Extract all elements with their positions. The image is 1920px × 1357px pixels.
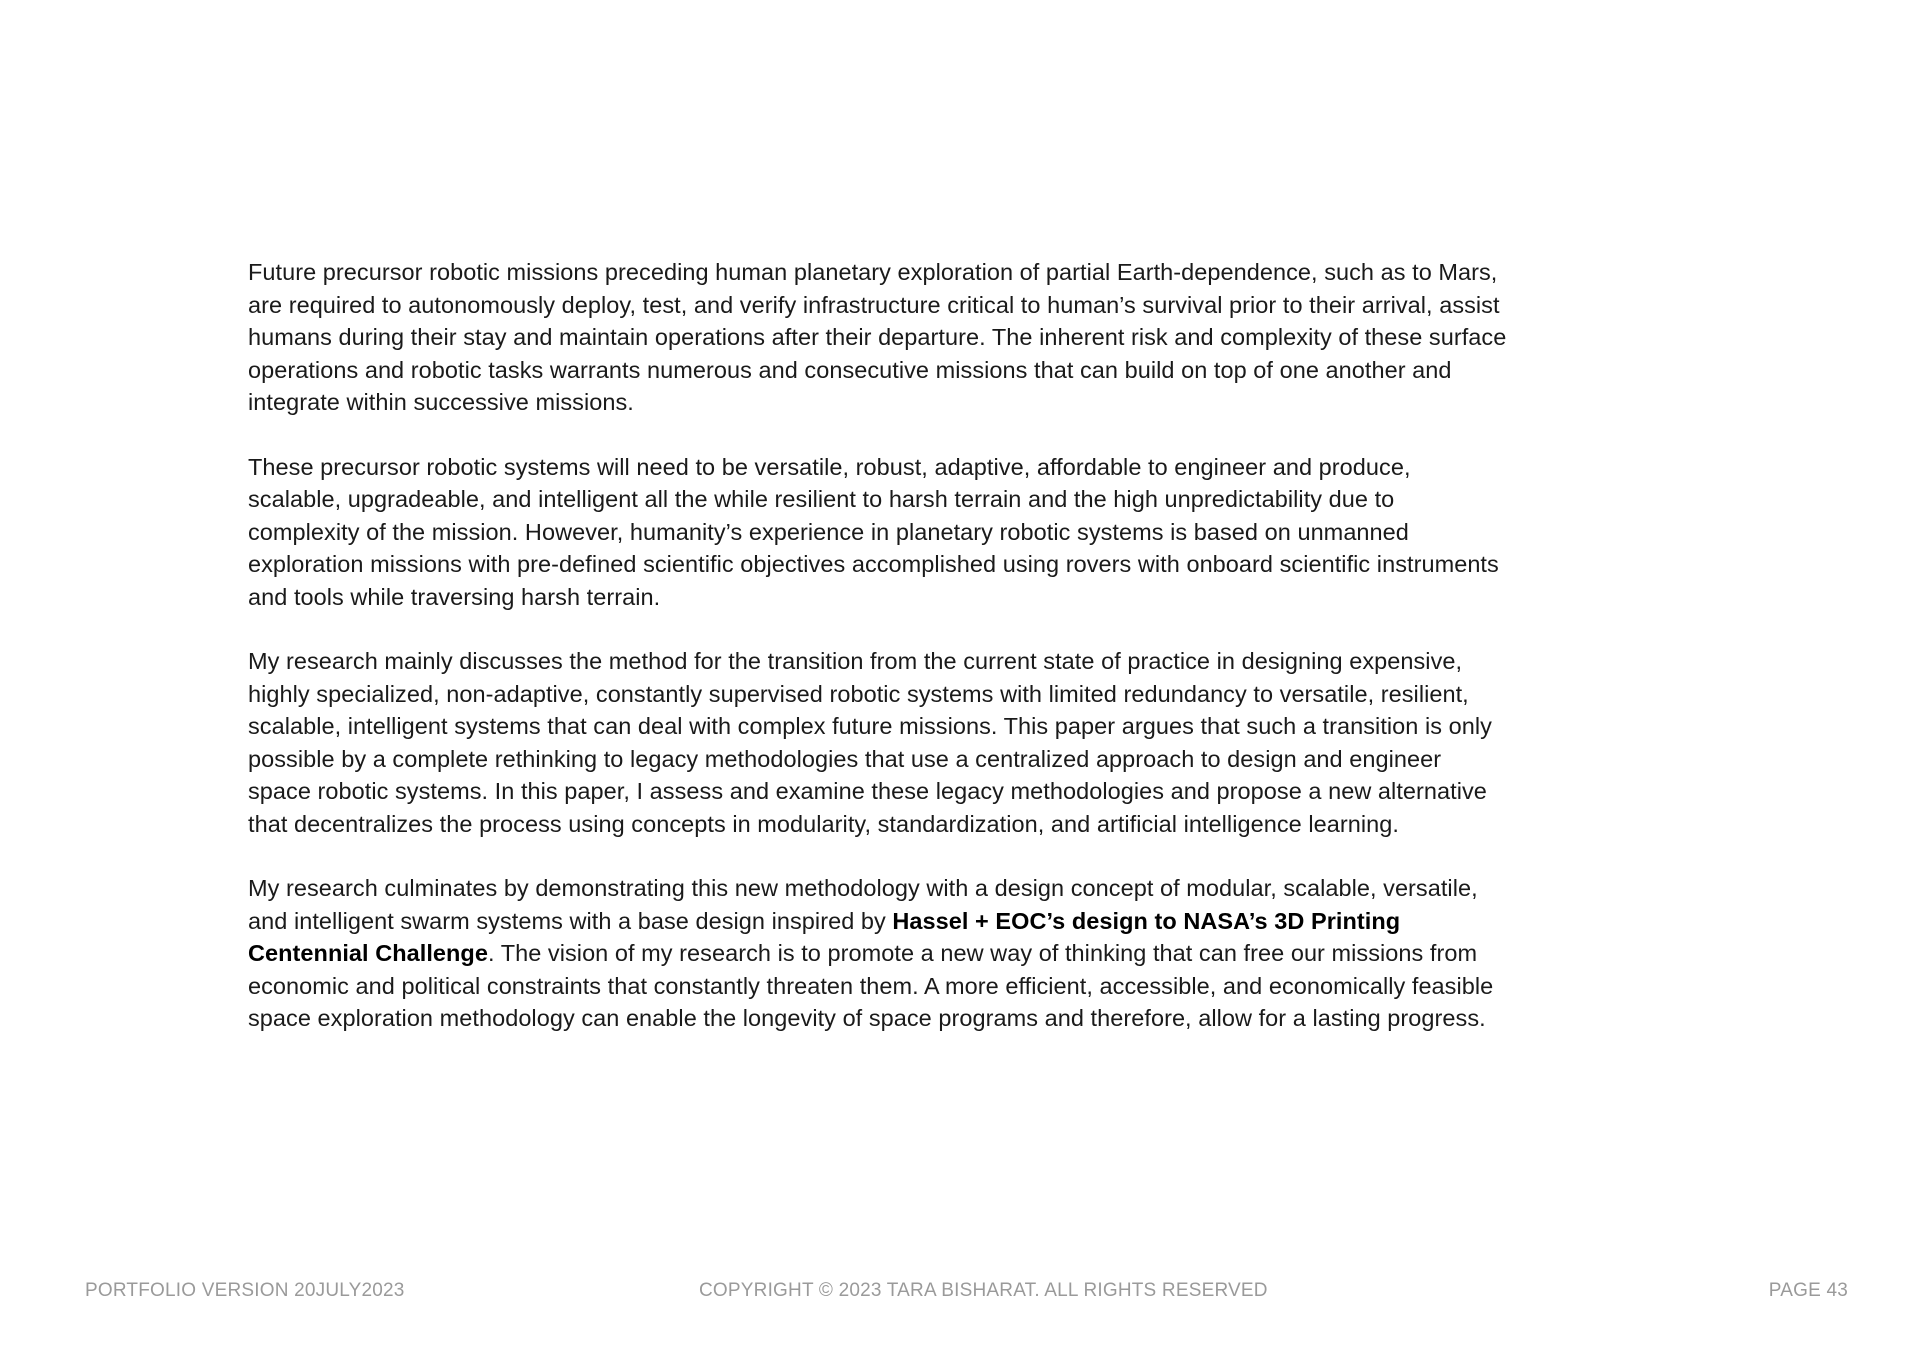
footer-copyright: COPYRIGHT © 2023 TARA BISHARAT. ALL RIGHTS RESERVED — [699, 1280, 1268, 1301]
paragraph-3: My research mainly discusses the method for the transition from the current state of practice in designing expensive, highly specialized, non-adaptive, constantly supervised robotic systems with limited redundancy to versatile, resilient, scalable, intelligent systems that can deal with complex future missions. This paper argues that such a transition is only possible by a complete rethinking to legacy methodologies that use a centralized approach to design and engineer space robotic systems. In this paper, I assess and examine these legacy methodologies and propose a new alternative that decentralizes the process using concepts in modularity, standardization, and artificial intelligence learning. — [248, 648, 1492, 837]
paragraph-4-intro: My research culminates by demonstrating this new methodology with a design concept of modular, scalable, versatile, and intelligent swarm systems with a base design inspired by — [248, 875, 1478, 934]
paragraph-1: Future precursor robotic missions preceding human planetary exploration of partial Earth-dependence, such as to Mars, are required to autonomously deploy, test, and verify infrastructure critical to human’s survival prior to their arrival, assist humans during their stay and maintain operations after their departure. The inherent risk and complexity of these surface operations and robotic tasks warrants numerous and consecutive missions that can build on top of one another and integrate within successive missions. — [248, 259, 1507, 415]
paragraph-4-conclusion: . The vision of my research is to promote a new way of thinking that can free our missions from economic and political constraints that constantly threaten them. A more efficient, accessible, and economically feasible space exploration methodology can enable the longevity of space programs and therefore, allow for a lasting progress. — [248, 940, 1494, 1031]
paragraph-4 — [248, 872, 1508, 1035]
paragraph-2: These precursor robotic systems will need to be versatile, robust, adaptive, affordable to engineer and produce, scalable, upgradeable, and intelligent all the while resilient to harsh terrain and the high unpredictability due to complexity of the mission. However, humanity’s experience in planetary robotic systems is based on unmanned exploration missions with pre-defined scientific objectives accomplished using rovers with onboard scientific instruments and tools while traversing harsh terrain. — [248, 453, 1499, 610]
footer-version: PORTFOLIO VERSION 20JULY2023 — [85, 1280, 405, 1301]
challenge-reference: Hassel + EOC’s design to NASA’s 3D Printing Centennial Challenge — [248, 907, 1401, 966]
body-text — [248, 256, 1508, 1067]
footer-page-number: PAGE 43 — [1768, 1280, 1848, 1301]
